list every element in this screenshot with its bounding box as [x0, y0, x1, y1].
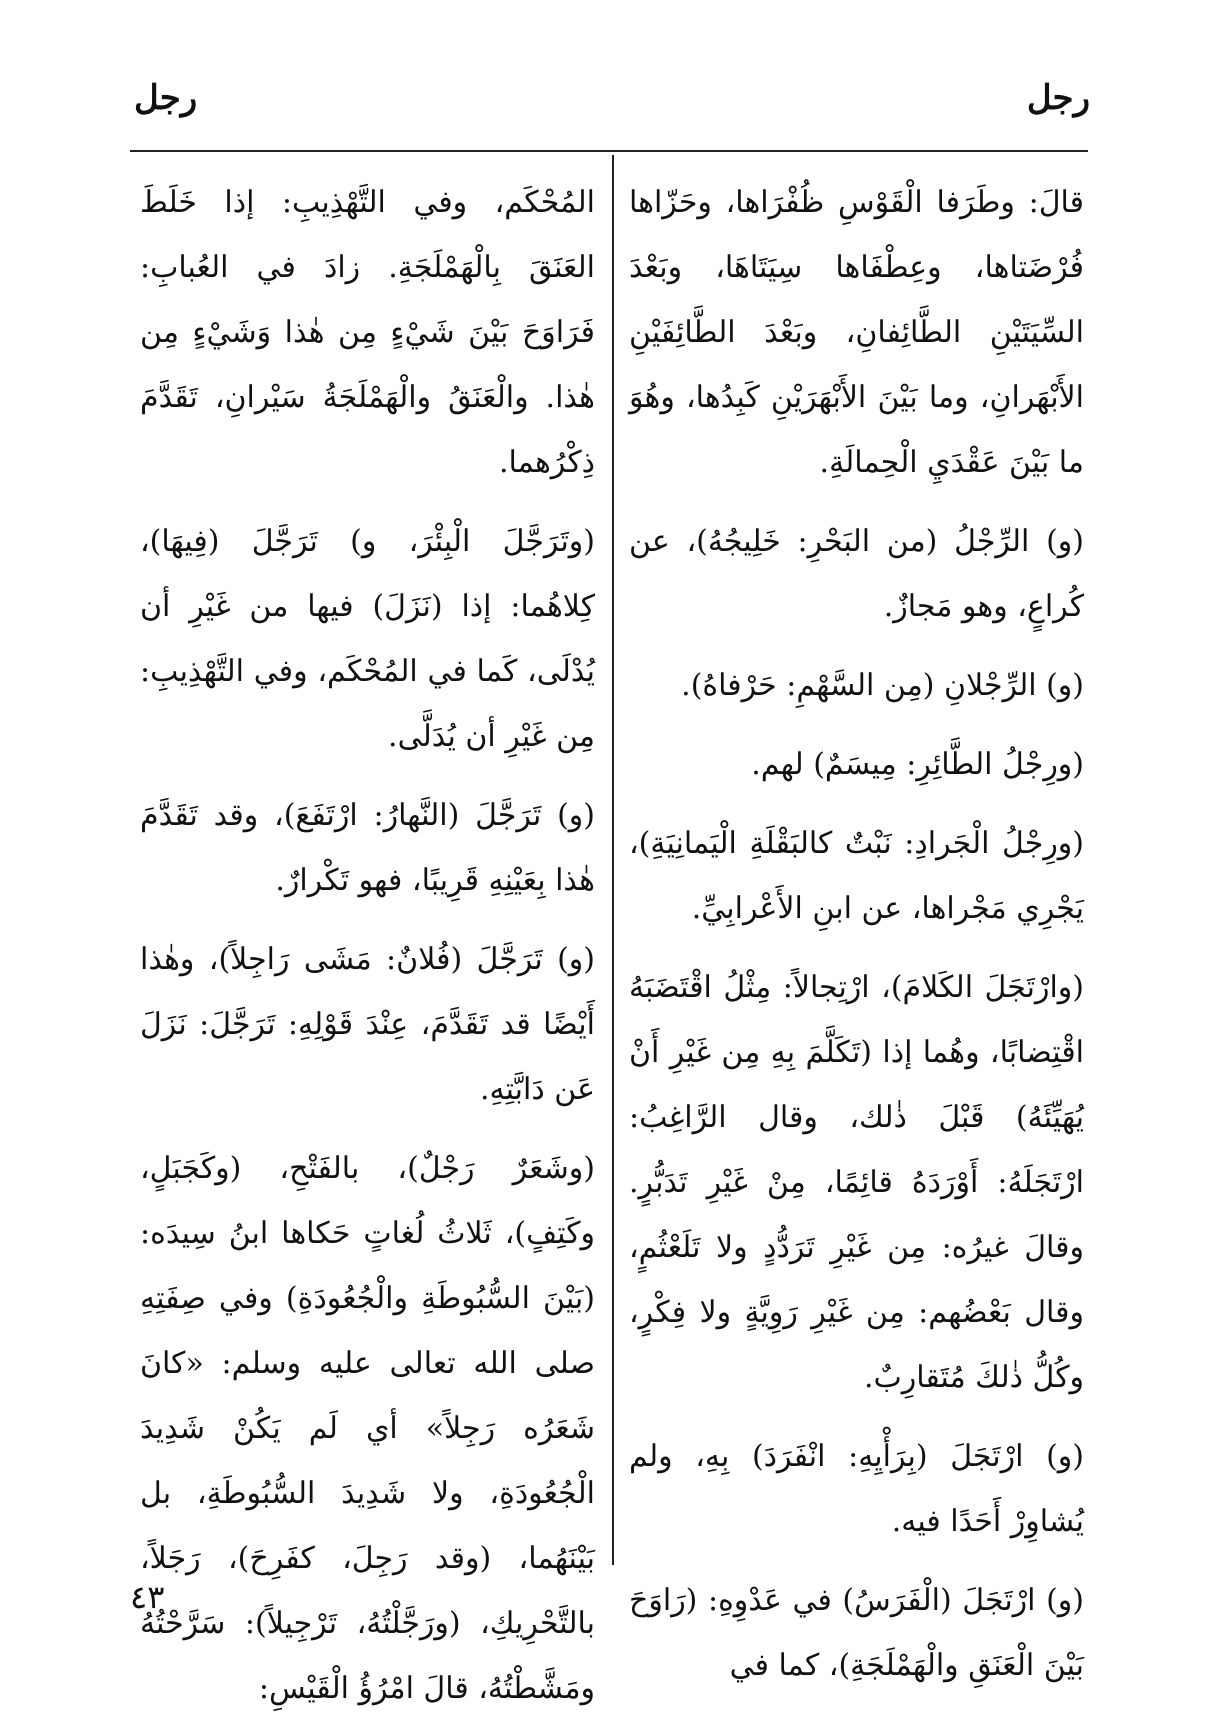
column-divider — [612, 155, 614, 1565]
paragraph: (و) ارْتَجَلَ (الْفَرَسُ) في عَدْوِهِ: (رَاوَحَ بَيْنَ الْعَنَقِ والْهَمْلَجَةِ)، كما في — [629, 1583, 1084, 1683]
left-column — [140, 170, 595, 1735]
paragraph: (و) الرِّجْلُ (من البَحْرِ: خَلِيجُهُ)، عن كُراعٍ، وهو مَجازٌ. — [629, 524, 1084, 624]
paragraph: المُحْكَم، وفي التَّهْذِيبِ: إذا خَلَطَ العَنَقَ بِالْهَمْلَجَةِ. زادَ في العُبابِ: فَرَاوَحَ بَيْنَ شَيْءٍ مِن هٰذا وَشَيْءٍ مِن هٰذا. والْعَنَقُ والْهَمْلَجَةُ سَيْرانِ، تَقَدَّمَ ذِكْرُهما. — [140, 185, 595, 480]
paragraph: (و) تَرَجَّلَ (فُلانٌ: مَشَى رَاجِلاً)، وهٰذا أَيْضًا قد تَقَدَّمَ، عِنْدَ قَوْلِهِ: تَرَجَّلَ: نَزَلَ عَن دَابَّتِهِ. — [140, 942, 595, 1107]
paragraph: (وشَعَرٌ رَجْلٌ)، بالفَتْحِ، (وكَجَبَلٍ، وكَتِفٍ)، ثَلاثُ لُغاتٍ حَكاها ابنُ سِيدَه: (بَيْنَ السُّبُوطَةِ والْجُعُودَةِ) وفي صِفَتِهِ صلى الله تعالى عليه وسلم: «كانَ شَعَرُه رَجِلاً» أي لَم يَكُنْ شَدِيدَ الْجُعُودَةِ، ولا شَدِيدَ السُّبُوطَةِ، بل بَيْنَهُما، (وقد رَجِلَ، كفَرِحَ)، رَجَلاً، بالتَّحْرِيكِ، (ورَجَّلْتُهُ، تَرْجِيلاً): سَرَّحْتُهُ ومَشَّطْتُهُ، قالَ امْرُؤُ الْقَيْسِ: — [140, 1151, 595, 1706]
page-number: ٤٣ — [130, 1578, 165, 1616]
header-rule — [130, 150, 1088, 152]
paragraph: (ورِجْلُ الطَّائِرِ: مِيسَمٌ) لهم. — [751, 747, 1084, 782]
paragraph: (ورِجْلُ الْجَرادِ: نَبْتٌ كالبَقْلَةِ الْيَمانِيَةِ)، يَجْرِي مَجْراها، عن ابنِ الأَعْرابِيِّ. — [629, 826, 1084, 926]
paragraph: (و) تَرَجَّلَ (النَّهارُ: ارْتَفَعَ)، وقد تَقَدَّمَ هٰذا بِعَيْنِهِ قَرِيبًا، فهو تَكْرارٌ. — [140, 798, 595, 898]
header-entry-word-left: رجل — [134, 78, 198, 118]
paragraph: قالَ: وطَرَفا الْقَوْسِ ظُفْرَاها، وحَزّاها فُرْضَتاها، وعِطْفَاها سِيَتَاهَا، وبَعْدَ السِّيَتَيْنِ الطَّائِفانِ، وبَعْدَ الطَّائِفَيْنِ الأَبْهَرانِ، وما بَيْنَ الأَبْهَرَيْنِ كَبِدُها، وهُوَ ما بَيْنَ عَقْدَيِ الْحِمالَةِ. — [629, 185, 1084, 480]
header-entry-word-right: رجل — [1026, 78, 1090, 118]
paragraph: (و) الرِّجْلانِ (مِن السَّهْمِ: حَرْفاهُ). — [681, 668, 1084, 703]
paragraph: (وارْتَجَلَ الكَلامَ)، ارْتِجالاً: مِثْلُ اقْتَضَبَهُ اقْتِضابًا، وهُما إذا (تَكَلَّمَ بِهِ مِن غَيْرِ أَنْ يُهَيِّئَهُ) قَبْلَ ذٰلك، وقال الرَّاغِبُ: ارْتَجَلَهُ: أَوْرَدَهُ قائِمًا، مِنْ غَيْرِ تَدَبُّرٍ. وقالَ غيرُه: مِن غَيْرِ تَرَدُّدٍ ولا تَلَعْثُمٍ، وقال بَعْضُهم: مِن غَيْرِ رَوِيَّةٍ ولا فِكْرٍ، وكُلُّ ذٰلكَ مُتَقارِبٌ. — [629, 970, 1084, 1395]
paragraph: (و) ارْتَجَلَ (بِرَأْيِهِ: انْفَرَدَ) بِهِ، ولم يُشاوِرْ أَحَدًا فيه. — [629, 1439, 1084, 1539]
paragraph: (وتَرَجَّلَ الْبِئْرَ، و) تَرَجَّلَ (فِيهَا)، كِلاهُما: إذا (نَزَلَ) فيها من غَيْرِ أن يُدْلَى، كَما في المُحْكَم، وفي التَّهْذِيبِ: مِن غَيْرِ أن يُدَلَّى. — [140, 524, 595, 754]
right-column — [629, 170, 1084, 1712]
